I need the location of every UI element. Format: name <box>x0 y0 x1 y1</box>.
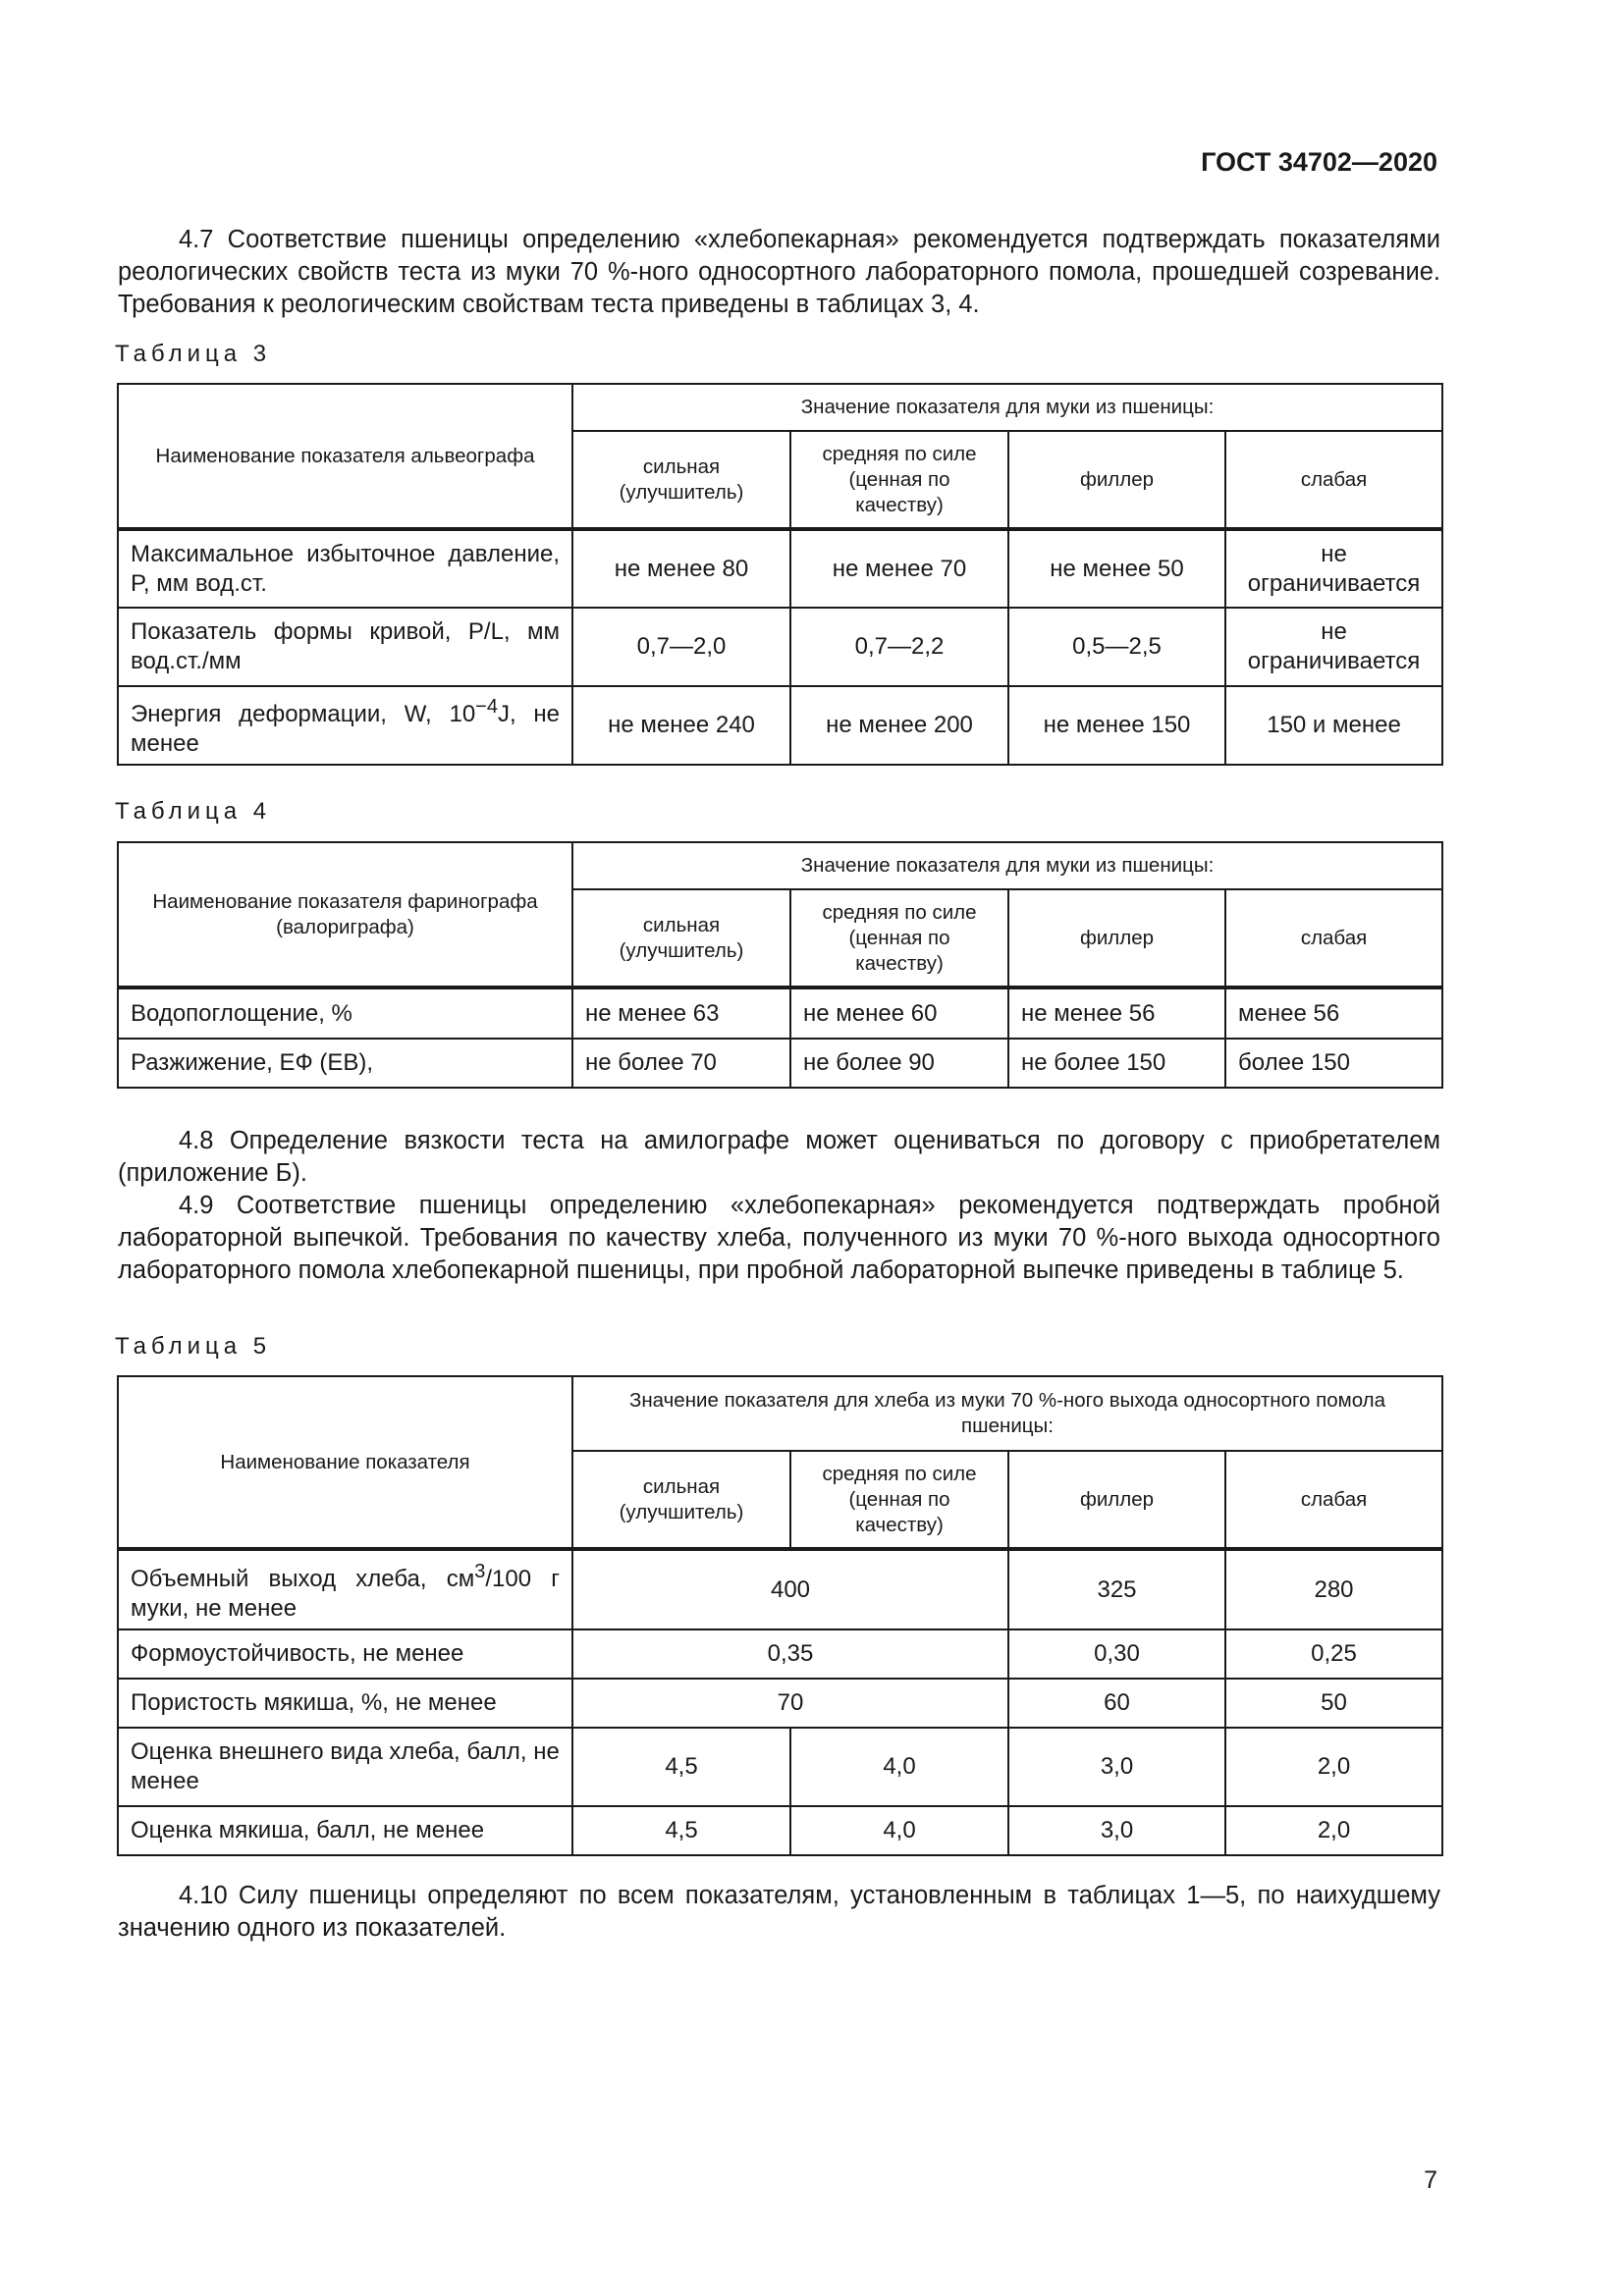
table-4-col-strong: сильная (улучшитель) <box>572 889 790 988</box>
table-5-row-1-weak: 280 <box>1225 1549 1442 1629</box>
table-3-col-strong: сильная (улучшитель) <box>572 431 790 529</box>
table-5-row-3-name: Пористость мякиша, %, не менее <box>118 1679 572 1728</box>
table-5-row-1-filler: 325 <box>1008 1549 1225 1629</box>
table-3-row-2-filler: 0,5—2,5 <box>1008 608 1225 686</box>
table-4-row-2-medium: не более 90 <box>790 1039 1008 1088</box>
table-4-row-2-filler: не более 150 <box>1008 1039 1225 1088</box>
table-3-row-3-weak: 150 и менее <box>1225 686 1442 765</box>
table-5-col-medium: средняя по силе (ценная по качеству) <box>790 1451 1008 1549</box>
table-5-row-4-weak: 2,0 <box>1225 1728 1442 1806</box>
table-5-row-4-strong: 4,5 <box>572 1728 790 1806</box>
table-5-row-5-strong: 4,5 <box>572 1806 790 1855</box>
table-4-row-1-weak: менее 56 <box>1225 988 1442 1039</box>
table-3 <box>117 383 1443 766</box>
table-4-col-weak: слабая <box>1225 889 1442 988</box>
table-5-col-filler: филлер <box>1008 1451 1225 1549</box>
table-4-row-1-strong: не менее 63 <box>572 988 790 1039</box>
table-3-row-1-weak: не ограничивается <box>1225 529 1442 608</box>
table-3-row-2-weak: не ограничивается <box>1225 608 1442 686</box>
table-4-row-2-weak: более 150 <box>1225 1039 1442 1088</box>
table-5-row-4-name: Оценка внешнего вида хлеба, балл, не менее <box>118 1728 572 1806</box>
table-5-group-header: Значение показателя для хлеба из муки 70 %-ного выхода односортного помола пшеницы: <box>572 1376 1442 1451</box>
table-5-row-2-name: Формоустойчивость, не менее <box>118 1629 572 1679</box>
table-5-row-3-strong-medium: 70 <box>572 1679 1008 1728</box>
table-4-row-2-strong: не более 70 <box>572 1039 790 1088</box>
table-3-row-2-strong: 0,7—2,0 <box>572 608 790 686</box>
table-5-col-weak: слабая <box>1225 1451 1442 1549</box>
table-5-caption: Таблица 5 <box>115 1333 272 1360</box>
table-3-row-1-filler: не менее 50 <box>1008 529 1225 608</box>
table-4-caption: Таблица 4 <box>115 798 272 825</box>
standard-code: ГОСТ 34702—2020 <box>1201 147 1437 177</box>
table-5-row-1-name: Объемный выход хлеба, $см^3/100$ г муки, не менее <box>118 1549 572 1629</box>
table-4 <box>117 841 1443 1089</box>
table-3-row-1-strong: не менее 80 <box>572 529 790 608</box>
table-3-row-1-name: Максимальное избыточное давление, P, мм вод.ст. <box>118 529 572 608</box>
table-3-group-header: Значение показателя для муки из пшеницы: <box>572 384 1442 431</box>
table-5-row-5-filler: 3,0 <box>1008 1806 1225 1855</box>
table-3-row-3-name: Энергия деформации, W, $10^{-4}J$, не менее <box>118 686 572 765</box>
paragraph-4-8: 4.8 Определение вязкости теста на амилографе может оцениваться по договору с приобретателем (приложение Б). <box>118 1127 1440 1187</box>
table-5 <box>117 1375 1443 1856</box>
page-number: 7 <box>1424 2166 1437 2194</box>
table-4-row-1-name: Водопоглощение, % <box>118 988 572 1039</box>
paragraph-4-10: 4.10 Силу пшеницы определяют по всем показателям, установленным в таблицах 1—5, по наихудшему значению одного из показателей. <box>118 1882 1440 1942</box>
table-5-row-5-weak: 2,0 <box>1225 1806 1442 1855</box>
table-4-group-header: Значение показателя для муки из пшеницы: <box>572 842 1442 889</box>
table-5-row-2-strong-medium: 0,35 <box>572 1629 1008 1679</box>
table-5-row-5-medium: 4,0 <box>790 1806 1008 1855</box>
table-5-row-5-name: Оценка мякиша, балл, не менее <box>118 1806 572 1855</box>
table-4-row-2-name: Разжижение, ЕФ (ЕВ), <box>118 1039 572 1088</box>
table-3-row-2-name: Показатель формы кривой, P/L, мм вод.ст./мм <box>118 608 572 686</box>
table-3-row-2-medium: 0,7—2,2 <box>790 608 1008 686</box>
table-3-caption: Таблица 3 <box>115 341 272 367</box>
table-5-col-strong: сильная (улучшитель) <box>572 1451 790 1549</box>
table-5-row-2-weak: 0,25 <box>1225 1629 1442 1679</box>
paragraph-4-9: 4.9 Соответствие пшеницы определению «хлебопекарная» рекомендуется подтверждать пробной лабораторной выпечкой. Требования по качеству хлеба, полученного из муки 70 %-ного выхода односортного лабораторного помола хлебопекарной пшеницы, при пробной лабораторной выпечке приведены в таблице 5. <box>118 1192 1440 1284</box>
table-3-name-header: Наименование показателя альвеографа <box>118 384 572 529</box>
table-5-row-3-weak: 50 <box>1225 1679 1442 1728</box>
table-3-row-1-medium: не менее 70 <box>790 529 1008 608</box>
paragraph-4-7: 4.7 Соответствие пшеницы определению «хлебопекарная» рекомендуется подтверждать показателями реологических свойств теста из муки 70 %-ного односортного лабораторного помола, прошедшей созревание. Требования к реологическим свойствам теста приведены в таблицах 3, 4. <box>118 226 1440 318</box>
table-5-row-1-strong-medium: 400 <box>572 1549 1008 1629</box>
table-5-row-4-medium: 4,0 <box>790 1728 1008 1806</box>
table-4-col-medium: средняя по силе (ценная по качеству) <box>790 889 1008 988</box>
table-5-row-2-filler: 0,30 <box>1008 1629 1225 1679</box>
table-4-row-1-medium: не менее 60 <box>790 988 1008 1039</box>
table-4-row-1-filler: не менее 56 <box>1008 988 1225 1039</box>
table-3-col-medium: средняя по силе (ценная по качеству) <box>790 431 1008 529</box>
table-3-row-3-filler: не менее 150 <box>1008 686 1225 765</box>
table-5-name-header: Наименование показателя <box>118 1376 572 1549</box>
table-3-col-weak: слабая <box>1225 431 1442 529</box>
table-5-row-4-filler: 3,0 <box>1008 1728 1225 1806</box>
table-3-row-3-strong: не менее 240 <box>572 686 790 765</box>
table-3-row-3-medium: не менее 200 <box>790 686 1008 765</box>
table-5-row-3-filler: 60 <box>1008 1679 1225 1728</box>
table-3-col-filler: филлер <box>1008 431 1225 529</box>
table-4-col-filler: филлер <box>1008 889 1225 988</box>
table-4-name-header: Наименование показателя фаринографа (валориграфа) <box>118 842 572 988</box>
